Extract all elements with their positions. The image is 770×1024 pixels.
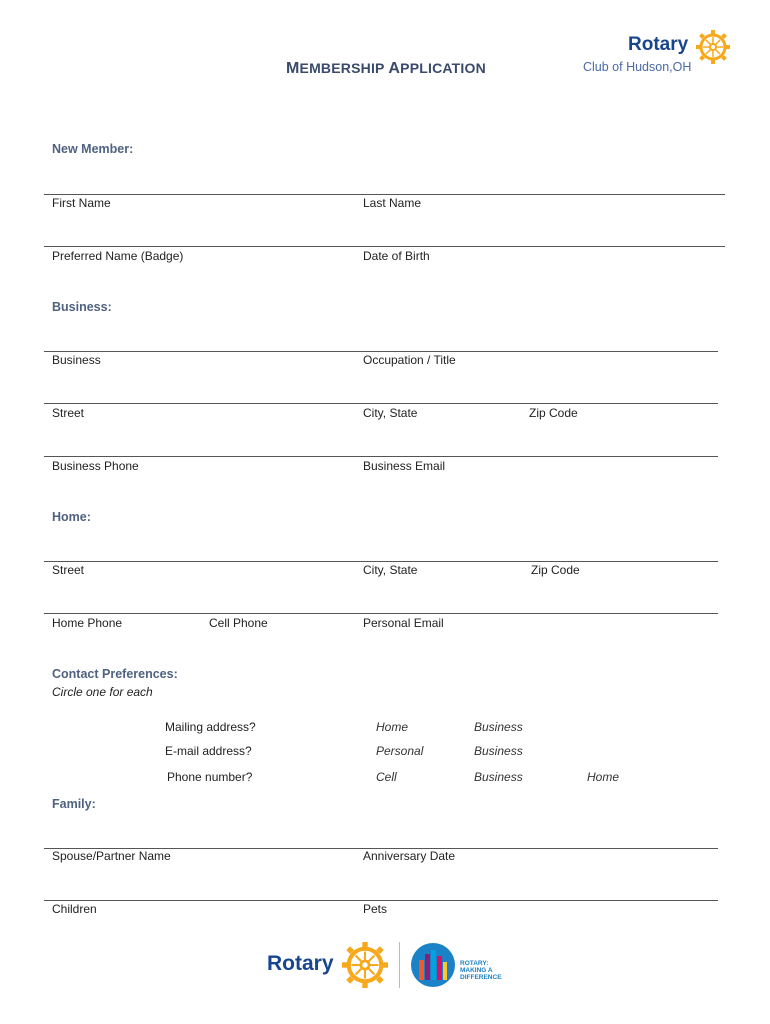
pref-option-phone-home[interactable]: Home xyxy=(587,770,620,784)
rotary-wheel-icon xyxy=(696,30,730,64)
home-phone-field[interactable]: Home Phone xyxy=(52,616,123,630)
occupation-field[interactable]: Occupation / Title xyxy=(363,353,456,367)
business-phone-field[interactable]: Business Phone xyxy=(52,459,139,473)
tagline-line-2: MAKING A xyxy=(460,967,493,974)
field-line xyxy=(44,561,718,562)
home-city-state-field[interactable]: City, State xyxy=(363,563,418,577)
pref-question-phone: Phone number? xyxy=(167,770,253,784)
field-line xyxy=(44,246,725,247)
section-new-member: New Member: xyxy=(52,142,134,156)
footer-rotary-wordmark: Rotary xyxy=(267,952,334,975)
field-line xyxy=(44,613,718,614)
business-name-field[interactable]: Business xyxy=(52,353,101,367)
title-part-1: EMBERSHIP xyxy=(299,60,389,76)
personal-email-field[interactable]: Personal Email xyxy=(363,616,444,630)
footer-logo xyxy=(265,940,515,992)
last-name-field[interactable]: Last Name xyxy=(363,196,422,210)
field-line xyxy=(44,351,718,352)
preferred-name-field[interactable]: Preferred Name (Badge) xyxy=(52,249,184,263)
section-business: Business: xyxy=(52,300,112,314)
making-a-difference-emblem-icon xyxy=(410,942,456,988)
rotary-wheel-icon xyxy=(342,942,388,988)
section-family: Family: xyxy=(52,797,96,811)
field-line xyxy=(44,900,718,901)
tagline-line-1: ROTARY: xyxy=(460,960,489,967)
business-zip-field[interactable]: Zip Code xyxy=(529,406,578,420)
logo-club-name: Club of Hudson,OH xyxy=(583,60,692,74)
title-part-2: PPLICATION xyxy=(400,60,486,76)
children-field[interactable]: Children xyxy=(52,902,97,916)
pref-option-mailing-home[interactable]: Home xyxy=(376,720,409,734)
pref-question-email: E-mail address? xyxy=(165,744,252,758)
field-line xyxy=(44,456,718,457)
cell-phone-field[interactable]: Cell Phone xyxy=(209,616,268,630)
rotary-club-logo xyxy=(583,30,733,72)
date-of-birth-field[interactable]: Date of Birth xyxy=(363,249,430,263)
pref-question-mailing: Mailing address? xyxy=(165,720,256,734)
title-initial-2: A xyxy=(388,60,401,77)
pref-option-email-personal[interactable]: Personal xyxy=(376,744,424,758)
field-line xyxy=(44,403,718,404)
pref-option-phone-cell[interactable]: Cell xyxy=(376,770,397,784)
business-street-field[interactable]: Street xyxy=(52,406,85,420)
pref-option-mailing-business[interactable]: Business xyxy=(474,720,523,734)
business-email-field[interactable]: Business Email xyxy=(363,459,446,473)
contact-instructions: Circle one for each xyxy=(52,685,153,699)
logo-divider xyxy=(399,942,400,988)
title-initial-1: M xyxy=(286,60,300,77)
logo-wordmark: Rotary xyxy=(628,34,689,55)
tagline-line-3: DIFFERENCE xyxy=(460,974,502,981)
business-city-state-field[interactable]: City, State xyxy=(363,406,418,420)
pets-field[interactable]: Pets xyxy=(363,902,388,916)
section-home: Home: xyxy=(52,510,91,524)
spouse-partner-field[interactable]: Spouse/Partner Name xyxy=(52,849,171,863)
page-title xyxy=(286,60,486,78)
pref-option-phone-business[interactable]: Business xyxy=(474,770,523,784)
anniversary-date-field[interactable]: Anniversary Date xyxy=(363,849,456,863)
first-name-field[interactable]: First Name xyxy=(52,196,111,210)
footer-tagline xyxy=(460,960,502,981)
field-line xyxy=(44,194,725,195)
home-street-field[interactable]: Street xyxy=(52,563,85,577)
section-contact-preferences: Contact Preferences: xyxy=(52,667,178,681)
pref-option-email-business[interactable]: Business xyxy=(474,744,523,758)
home-zip-field[interactable]: Zip Code xyxy=(531,563,580,577)
